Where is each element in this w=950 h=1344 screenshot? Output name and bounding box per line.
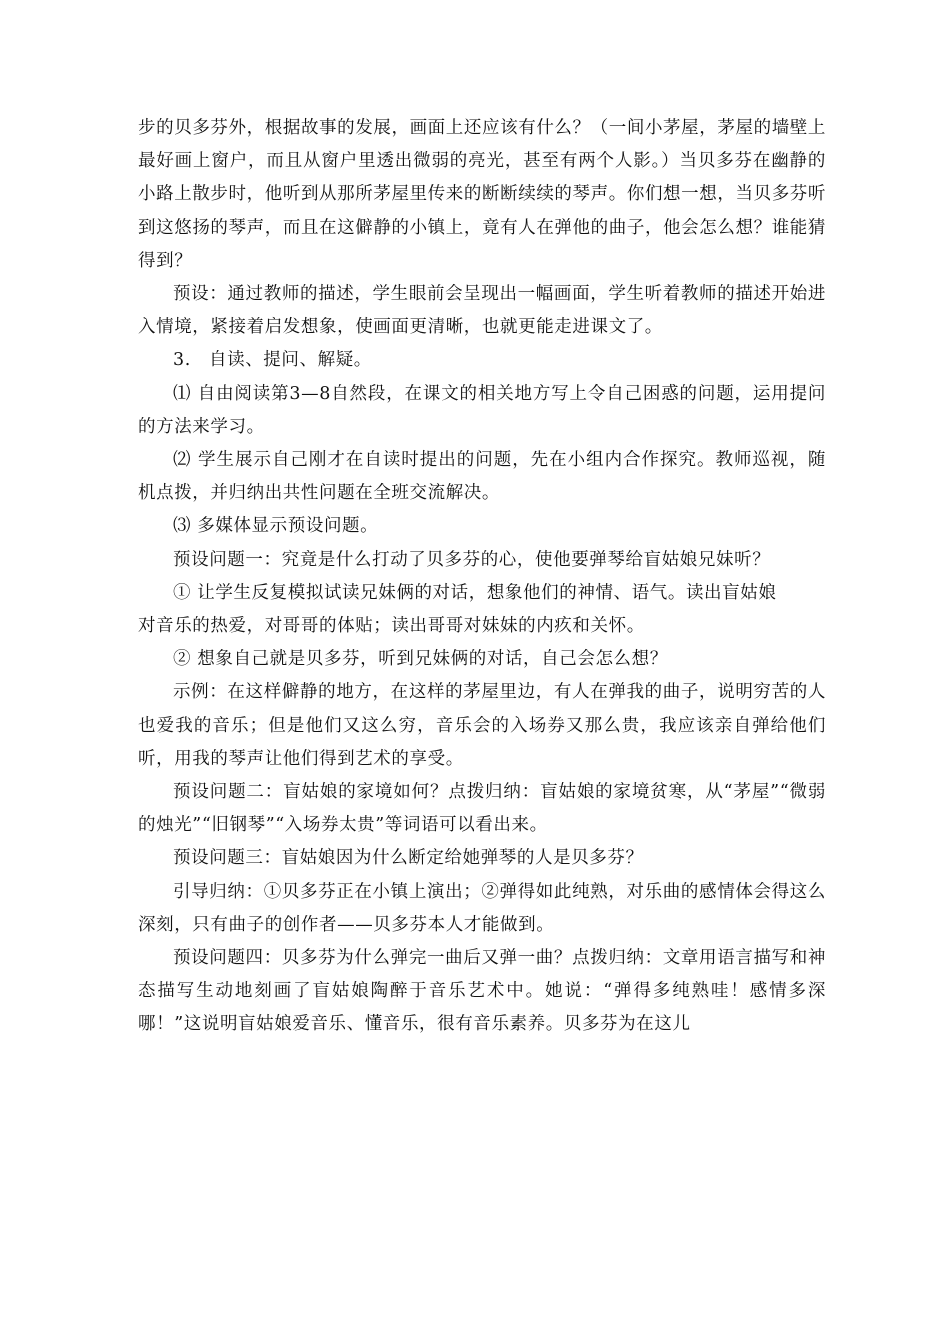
paragraph: 对音乐的热爱，对哥哥的体贴；读出哥哥对妹妹的内疚和关怀。 (138, 616, 645, 637)
paragraph: ⑴ 自由阅读第3—8自然段，在课文的相关地方写上令自己困惑的问题，运用提问的方法来学习。 (138, 383, 826, 437)
paragraph: 预设问题一：究竟是什么打动了贝多芬的心，使他要弹琴给盲姑娘兄妹听？ (173, 549, 771, 570)
paragraph: ② 想象自己就是贝多芬，听到兄妹俩的对话，自己会怎么想？ (173, 649, 668, 670)
paragraph: ① 让学生反复模拟试读兄妹俩的对话，想象他们的神情、语气。读出盲姑娘 (173, 582, 777, 603)
paragraph: 预设问题三：盲姑娘因为什么断定给她弹琴的人是贝多芬？ (173, 848, 644, 869)
paragraph: 引导归纳：①贝多芬正在小镇上演出；②弹得如此纯熟，对乐曲的感情体会得这么深刻，只有曲子的创作者——贝多芬本人才能做到。 (138, 881, 826, 935)
document-body (138, 112, 826, 1042)
paragraph: 3. 自读、提问、解疑。 (173, 350, 372, 371)
paragraph: ⑵ 学生展示自己刚才在自读时提出的问题，先在小组内合作探究。教师巡视，随机点拨，并归纳出共性问题在全班交流解决。 (138, 450, 826, 504)
paragraph: 示例：在这样僻静的地方，在这样的茅屋里边，有人在弹我的曲子，说明穷苦的人也爱我的音乐；但是他们又这么穷，音乐会的入场券又那么贵，我应该亲自弹给他们听，用我的琴声让他们得到艺术的享受。 (138, 682, 826, 769)
paragraph: 预设问题二：盲姑娘的家境如何？点拨归纳：盲姑娘的家境贫寒，从“茅屋”“微弱的烛光”“旧钢琴”“入场券太贵”等词语可以看出来。 (138, 782, 826, 836)
paragraph: 预设：通过教师的描述，学生眼前会呈现出一幅画面，学生听着教师的描述开始进入情境，紧接着启发想象，使画面更清晰，也就更能走进课文了。 (138, 284, 826, 338)
paragraph: ⑶ 多媒体显示预设问题。 (173, 516, 379, 537)
paragraph: 步的贝多芬外，根据故事的发展，画面上还应该有什么？（一间小茅屋，茅屋的墙壁上最好画上窗户，而且从窗户里透出微弱的亮光，甚至有两个人影。）当贝多芬在幽静的小路上散步时，他听到从那所茅屋里传来的断断续续的琴声。你们想一想，当贝多芬听到这悠扬的琴声，而且在这僻静的小镇上，竟有人在弹他的曲子，他会怎么想？谁能猜得到？ (138, 118, 826, 271)
paragraph: 预设问题四：贝多芬为什么弹完一曲后又弹一曲？点拨归纳：文章用语言描写和神态描写生动地刻画了盲姑娘陶醉于音乐艺术中。她说：“弹得多纯熟哇！感情多深哪！”这说明盲姑娘爱音乐、懂音乐，很有音乐素养。贝多芬为在这儿 (138, 948, 826, 1035)
